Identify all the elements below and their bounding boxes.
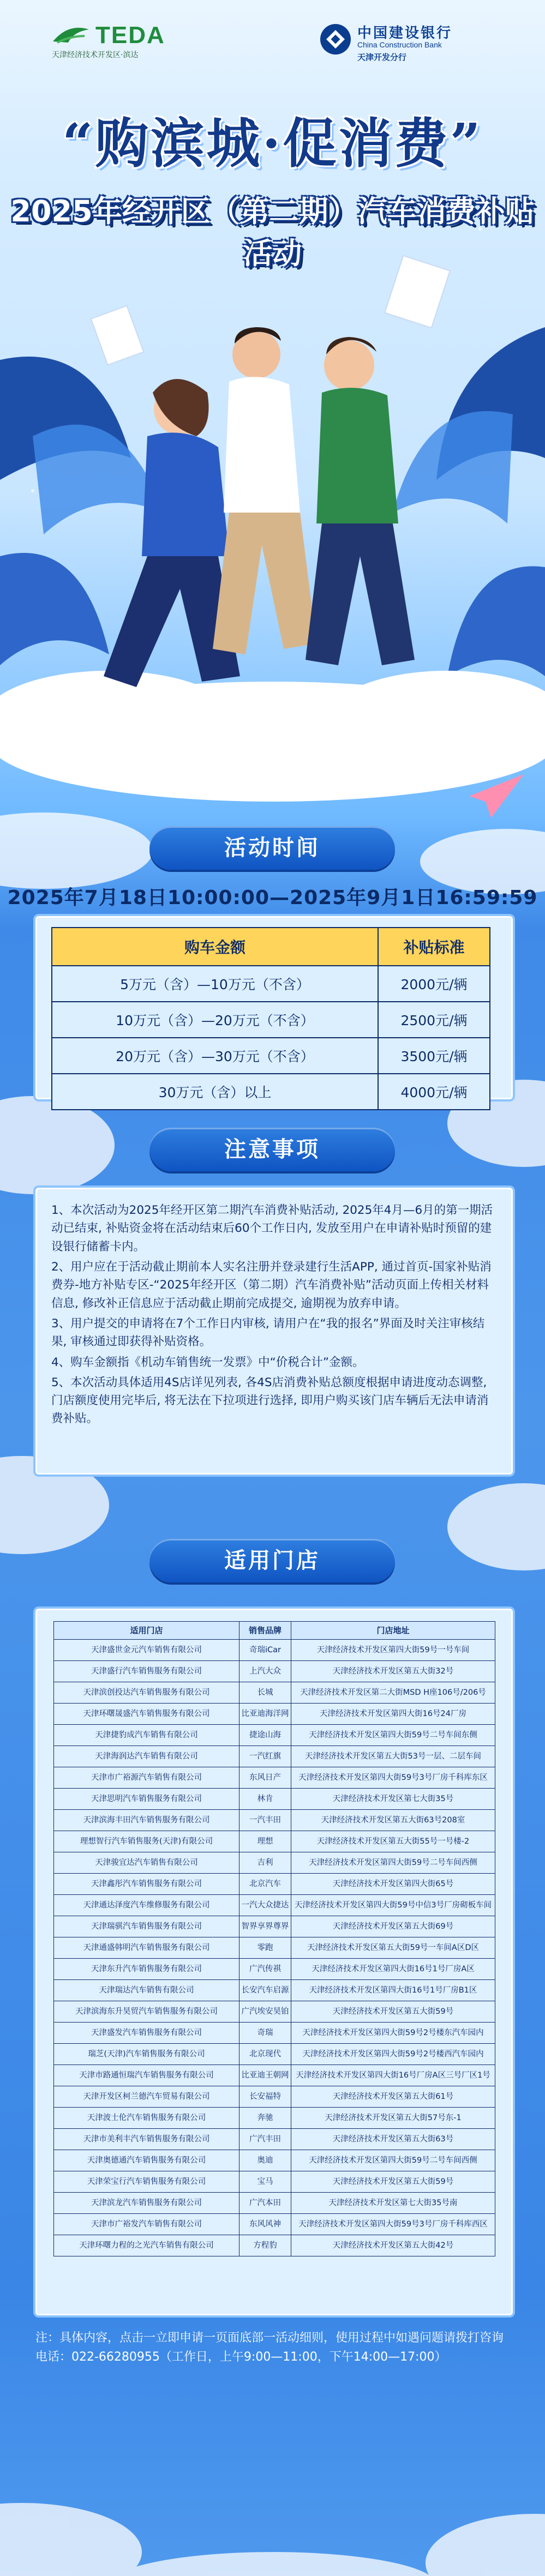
table-row: [54, 2214, 495, 2235]
subsidy-row: [52, 1074, 490, 1110]
brand-cell: 比亚迪王朝网: [239, 2065, 291, 2086]
ccb-emblem-icon: [319, 23, 352, 56]
address-cell: 天津经济技术开发区第四大街59号二号车间东侧: [291, 1725, 495, 1746]
address-cell: 天津经济技术开发区第四大街59号3号厂房千科库西区: [291, 2214, 495, 2235]
brand-cell: 广汽传祺: [239, 1959, 291, 1980]
teda-subtitle: 天津经济技术开发区·滨达: [52, 51, 139, 59]
table-row: [54, 1810, 495, 1831]
store-name-cell: 天津鑫彤汽车销售服务有限公司: [54, 1874, 239, 1895]
brand-cell: 奔驰: [239, 2108, 291, 2129]
table-row: [54, 2001, 495, 2023]
address-cell: 天津经济技术开发区第五大街42号: [291, 2235, 495, 2256]
brand-cell: 广汽本田: [239, 2193, 291, 2214]
address-cell: 天津经济技术开发区第四大街59号中信3号厂房砌板车间: [291, 1895, 495, 1916]
store-name-cell: 天津奥德通汽车销售服务有限公司: [54, 2150, 239, 2171]
table-row: [54, 1916, 495, 1937]
store-name-cell: 天津捷豹成汽车销售有限公司: [54, 1725, 239, 1746]
store-name-cell: 天津滨海丰田汽车销售服务有限公司: [54, 1810, 239, 1831]
brand-cell: 东风风神: [239, 2214, 291, 2235]
sub-title: 2025年经开区（第二期）汽车消费补贴活动: [10, 194, 535, 270]
brand-cell: 宝马: [239, 2171, 291, 2193]
address-cell: 天津经济技术开发区第四大街59号2号楼西汽车园内: [291, 2044, 495, 2065]
amount-cell: 30万元（含）以上: [52, 1074, 378, 1110]
brand-cell: 林肯: [239, 1789, 291, 1810]
section-title-notes: 注意事项: [149, 1128, 395, 1171]
store-name-cell: 瑞芝(天津)汽车销售服务有限公司: [54, 2044, 239, 2065]
store-name-cell: 天津环曙力程的之光汽车销售有限公司: [54, 2235, 239, 2256]
store-name-cell: 天津市广裕源汽车销售有限公司: [54, 1767, 239, 1789]
address-cell: 天津经济技术开发区第五大街32号: [291, 1661, 495, 1682]
address-cell: 天津经济技术开发区第五大街61号: [291, 2086, 495, 2108]
table-row: [54, 1852, 495, 1874]
subsidy-row: [52, 1002, 490, 1038]
brand-cell: 广汽丰田: [239, 2129, 291, 2150]
store-name-cell: 天津通达泽度汽车维修服务有限公司: [54, 1895, 239, 1916]
brand-cell: 一汽红旗: [239, 1746, 291, 1767]
address-cell: 天津经济技术开发区第四大街16号1号厂房A区: [291, 1959, 495, 1980]
store-name-cell: 天津滨龙汽车销售服务有限公司: [54, 2193, 239, 2214]
table-row: [54, 2023, 495, 2044]
header: [0, 0, 545, 71]
teda-brand-text: TEDA: [95, 22, 165, 49]
address-cell: 天津经济技术开发区第四大街16号1号厂房B1区: [291, 1980, 495, 2001]
table-row: [54, 1746, 495, 1767]
notes-panel: [35, 1188, 513, 1474]
main-title: “购滨城·促消费”: [62, 112, 483, 175]
store-name-cell: 天津环曙晟盛汽车销售服务有限公司: [54, 1704, 239, 1725]
address-cell: 天津经济技术开发区第七大街35号: [291, 1789, 495, 1810]
address-cell: 天津经济技术开发区第五大街59号一车间A区D区: [291, 1937, 495, 1959]
header-brand: 销售品牌: [239, 1622, 291, 1640]
teda-leaf-icon: [52, 26, 90, 45]
brand-cell: 上汽大众: [239, 1661, 291, 1682]
address-cell: 天津经济技术开发区第五大街55号一号楼-2: [291, 1831, 495, 1852]
ccb-name-en: China Construction Bank: [357, 40, 442, 49]
brand-cell: 理想: [239, 1831, 291, 1852]
subsidy-cell: 2000元/辆: [378, 966, 490, 1002]
store-name-cell: 天津瑞达汽车销售有限公司: [54, 1980, 239, 2001]
table-row: [54, 1640, 495, 1661]
store-name-cell: 天津滨海东升昊贸汽车销售服务有限公司: [54, 2001, 239, 2023]
table-row: [54, 1767, 495, 1789]
table-row: [54, 2150, 495, 2171]
address-cell: 天津经济技术开发区第七大街35号南: [291, 2193, 495, 2214]
table-row: [54, 2108, 495, 2129]
header-store: 适用门店: [54, 1622, 239, 1640]
address-cell: 天津经济技术开发区第五大街59号: [291, 2001, 495, 2023]
store-name-cell: 天津开发区柯兰德汽车贸易有限公司: [54, 2086, 239, 2108]
ccb-name-cn: 中国建设银行: [357, 25, 453, 41]
address-cell: 天津经济技术开发区第五大街53号一层、二层车间: [291, 1746, 495, 1767]
store-table-body: [54, 1640, 495, 2256]
amount-cell: 5万元（含）—10万元（不含）: [52, 966, 378, 1002]
brand-cell: 奥迪: [239, 2150, 291, 2171]
address-cell: 天津经济技术开发区第四大街65号: [291, 1874, 495, 1895]
store-name-cell: 天津海润达汽车销售有限公司: [54, 1746, 239, 1767]
table-row: [54, 2193, 495, 2214]
brand-cell: 长安汽车启源: [239, 1980, 291, 2001]
store-name-cell: 天津市美利丰汽车销售服务有限公司: [54, 2129, 239, 2150]
store-name-cell: 天津荣宝行汽车销售服务有限公司: [54, 2171, 239, 2193]
store-name-cell: 天津盛发汽车销售服务有限公司: [54, 2023, 239, 2044]
table-row: [54, 2171, 495, 2193]
brand-cell: 北京现代: [239, 2044, 291, 2065]
footer-note: 注：具体内容，点击一立即申请一页面底部一活动细则，使用过程中如遇问题请拨打咨询电话：022-66280955（工作日，上午9:00—11:00，下午14:00—17:00）: [35, 2331, 504, 2364]
table-row: [54, 1959, 495, 1980]
note-item: 1、本次活动为2025年经开区第二期汽车消费补贴活动, 2025年4月—6月的第一期活动已结束, 补贴资金将在活动结束后60个工作日内, 发放至用户在申请补贴时预留的建设银行储蓄卡内。: [51, 1203, 493, 1254]
address-cell: 天津经济技术开发区第四大街59号一号车间: [291, 1640, 495, 1661]
table-row: [54, 2065, 495, 2086]
stores-panel: [35, 1609, 513, 2315]
table-row: [54, 1874, 495, 1895]
teda-logo: [52, 22, 188, 60]
table-row: [54, 2044, 495, 2065]
brand-cell: 捷途山海: [239, 1725, 291, 1746]
table-row: [54, 2129, 495, 2150]
brand-cell: 长城: [239, 1682, 291, 1704]
activity-period: 2025年7月18日10:00:00—2025年9月1日16:59:59: [7, 887, 538, 909]
notes-list: [51, 1201, 499, 1430]
brand-cell: 零跑: [239, 1937, 291, 1959]
amount-cell: 10万元（含）—20万元（不含）: [52, 1002, 378, 1038]
table-row: [54, 1980, 495, 2001]
subsidy-cell: 2500元/辆: [378, 1002, 490, 1038]
subsidy-table: [51, 927, 490, 1110]
brand-cell: 长安福特: [239, 2086, 291, 2108]
address-cell: 天津经济技术开发区第五大街69号: [291, 1916, 495, 1937]
header-subsidy: 补贴标准: [378, 928, 490, 966]
note-item: 2、用户应在于活动截止期前本人实名注册并登录建行生活APP, 通过首页-国家补贴消费券-地方补贴专区-“2025年经开区（第二期）汽车消费补贴”活动页面上传相关材料信息, 修改补正信息应于活动截止期前完成提交, 逾期视为放弃申请。: [51, 1260, 492, 1310]
store-name-cell: 天津瑞骐汽车销售服务有限公司: [54, 1916, 239, 1937]
store-name-cell: 天津思明汽车销售服务有限公司: [54, 1789, 239, 1810]
brand-cell: 广汽埃安昊铂: [239, 2001, 291, 2023]
address-cell: 天津经济技术开发区第五大街57号东-1: [291, 2108, 495, 2129]
brand-cell: 吉利: [239, 1852, 291, 1874]
store-table: [53, 1621, 495, 2256]
address-cell: 天津经济技术开发区第二大街MSD H座106号/206号: [291, 1682, 495, 1704]
table-row: [54, 2086, 495, 2108]
store-name-cell: 理想智行汽车销售服务(天津)有限公司: [54, 1831, 239, 1852]
brand-cell: 北京汽车: [239, 1874, 291, 1895]
subsidy-cell: 3500元/辆: [378, 1038, 490, 1074]
address-cell: 天津经济技术开发区第四大街16号24厂房: [291, 1704, 495, 1725]
subsidy-cell: 4000元/辆: [378, 1074, 490, 1110]
table-row: [54, 2235, 495, 2256]
note-item: 4、购车金额指《机动车销售统一发票》中“价税合计”金额。: [51, 1355, 364, 1369]
address-cell: 天津经济技术开发区第四大街59号2号楼东汽车园内: [291, 2023, 495, 2044]
header-amount: 购车金额: [52, 928, 378, 966]
brand-cell: 智界享界尊界: [239, 1916, 291, 1937]
store-name-cell: 天津滨创投达汽车销售服务有限公司: [54, 1682, 239, 1704]
note-item: 5、本次活动具体适用4S店详见列表, 各4S店消费补贴总额度根据申请进度动态调整, 门店额度使用完毕后, 将无法在下拉项进行选择, 即用户购买该门店车辆后无法申请消费补贴。: [51, 1375, 489, 1426]
section-title-period: 活动时间: [149, 826, 395, 870]
store-name-cell: 天津市路通恒瑞汽车销售服务有限公司: [54, 2065, 239, 2086]
table-row: [54, 1937, 495, 1959]
store-name-cell: 天津通盛韩明汽车销售服务有限公司: [54, 1937, 239, 1959]
subsidy-row: [52, 1038, 490, 1074]
brand-cell: 奇瑞iCar: [239, 1640, 291, 1661]
header-address: 门店地址: [291, 1622, 495, 1640]
table-row: [54, 1831, 495, 1852]
table-row: [54, 1895, 495, 1916]
brand-cell: 方程豹: [239, 2235, 291, 2256]
table-row: [54, 1704, 495, 1725]
brand-cell: 一汽大众捷达: [239, 1895, 291, 1916]
address-cell: 天津经济技术开发区第四大街59号二号车间西侧: [291, 2150, 495, 2171]
subsidy-row: [52, 966, 490, 1002]
address-cell: 天津经济技术开发区第五大街63号: [291, 2129, 495, 2150]
table-row: [54, 1661, 495, 1682]
store-name-cell: 天津盛行汽车销售服务有限公司: [54, 1661, 239, 1682]
brand-cell: 奇瑞: [239, 2023, 291, 2044]
address-cell: 天津经济技术开发区第五大街63号208室: [291, 1810, 495, 1831]
brand-cell: 东风日产: [239, 1767, 291, 1789]
hero-illustration: [0, 229, 545, 829]
store-name-cell: 天津东升汽车销售服务有限公司: [54, 1959, 239, 1980]
store-name-cell: 天津波士伦汽车销售服务有限公司: [54, 2108, 239, 2129]
ccb-branch: 天津开发分行: [357, 52, 407, 62]
brand-cell: 一汽丰田: [239, 1810, 291, 1831]
store-name-cell: 天津骏宜达汽车销售有限公司: [54, 1852, 239, 1874]
store-name-cell: 天津盛世金元汽车销售有限公司: [54, 1640, 239, 1661]
section-title-stores: 适用门店: [149, 1539, 395, 1582]
table-row: [54, 1725, 495, 1746]
table-row: [54, 1682, 495, 1704]
brand-cell: 比亚迪海洋网: [239, 1704, 291, 1725]
ccb-logo: [319, 21, 516, 63]
people-figures: [91, 256, 450, 687]
subsidy-table-header: [52, 928, 490, 966]
table-row: [54, 1789, 495, 1810]
address-cell: 天津经济技术开发区第四大街16号厂房A区三号厂区1号: [291, 2065, 495, 2086]
address-cell: 天津经济技术开发区第五大街59号: [291, 2171, 495, 2193]
store-name-cell: 天津市广裕发汽车销售有限公司: [54, 2214, 239, 2235]
note-item: 3、用户提交的申请将在7个工作日内审核, 请用户在“我的报名”界面及时关注审核结果, 审核通过即获得补贴资格。: [51, 1316, 485, 1349]
address-cell: 天津经济技术开发区第四大街59号3号厂房千科库东区: [291, 1767, 495, 1789]
address-cell: 天津经济技术开发区第四大街59号二号车间西侧: [291, 1852, 495, 1874]
store-table-header: [54, 1622, 495, 1640]
amount-cell: 20万元（含）—30万元（不含）: [52, 1038, 378, 1074]
